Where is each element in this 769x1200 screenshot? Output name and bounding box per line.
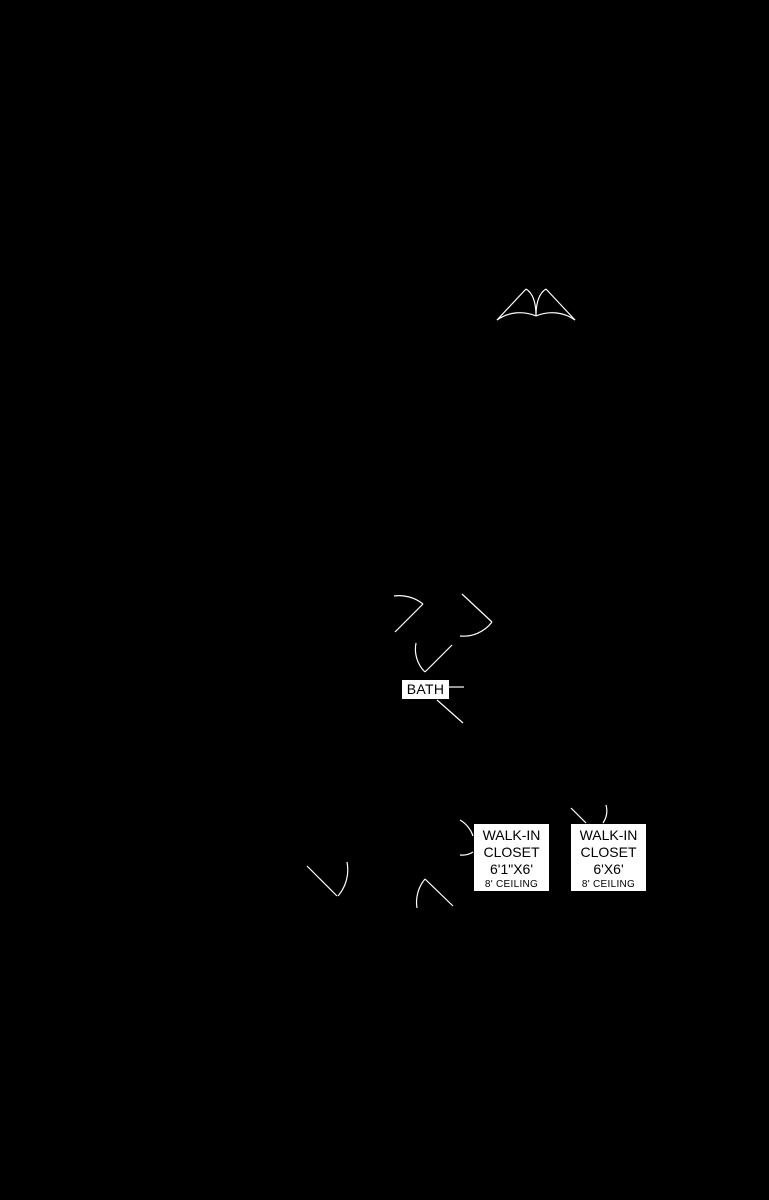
door-swing-lower-middle [417,879,453,908]
door-swing-closet-a [460,820,473,855]
double-door-top [497,289,575,320]
closet-1-ceiling: 8' CEILING [484,879,539,890]
closet-2-name-line-1: WALK-IN [579,827,638,843]
room-label-bath [402,680,449,699]
bath-label: BATH [406,681,445,697]
door-swing-right-hall [460,594,492,636]
closet-1-name-line-1: WALK-IN [482,827,541,843]
door-swing-closet-b [571,805,607,823]
room-label-walk-in-closet-2 [571,824,646,891]
closet-2-name-line-2: CLOSET [580,844,637,860]
closet-2-dimensions: 6'X6' [593,861,624,877]
closet-1-name-line-2: CLOSET [483,844,540,860]
door-swing-bath-upper [415,643,452,672]
door-swing-left-hall [394,596,423,632]
door-swing-lower-left [307,862,348,896]
closet-2-ceiling: 8' CEILING [581,879,636,890]
closet-1-dimensions: 6'1"X6' [489,861,533,877]
room-label-walk-in-closet-1 [474,824,549,891]
